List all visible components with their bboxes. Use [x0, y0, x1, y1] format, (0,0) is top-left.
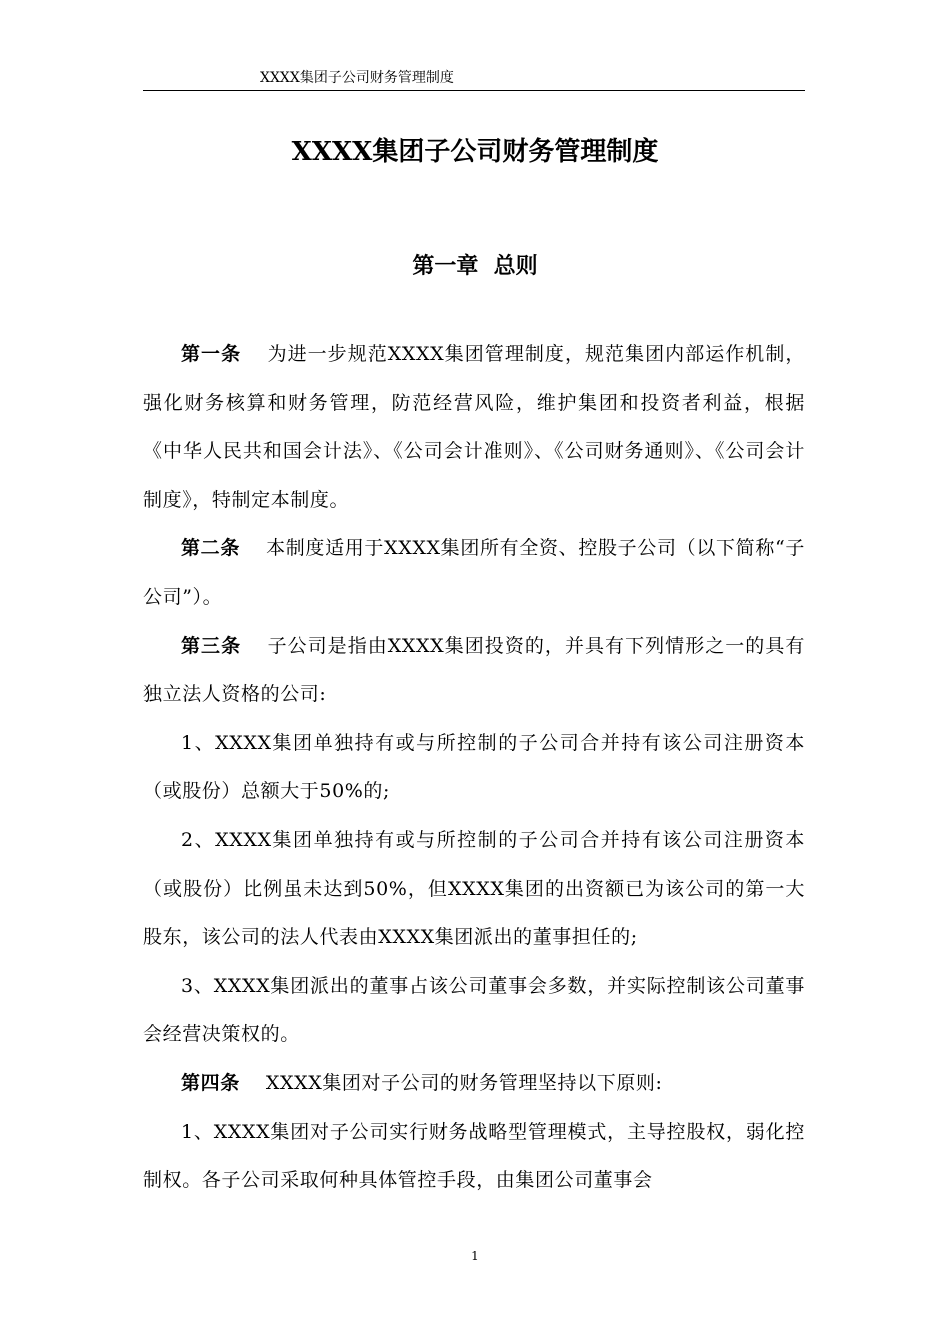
article-text: 本制度适用于XXXX集团所有全资、控股子公司（以下简称“子公司”）。 [143, 537, 805, 608]
article-text: XXXX集团对子公司的财务管理坚持以下原则: [265, 1071, 663, 1094]
page-number: 1 [471, 1249, 479, 1263]
page-header [143, 60, 805, 91]
article-text: 为进一步规范XXXX集团管理制度，规范集团内部运作机制，强化财务核算和财务管理，防范经营风险，维护集团和投资者利益，根据《中华人民共和国会计法》、《公司会计准则》、《公司财务通则》、《公司会计制度》，特制定本制度。 [143, 343, 805, 511]
list-item: 1、XXXX集团对子公司实行财务战略型管理模式，主导控股权，弱化控制权。各子公司采取何种具体管控手段，由集团公司董事会 [143, 1120, 805, 1192]
article-text: 子公司是指由XXXX集团投资的，并具有下列情形之一的具有独立法人资格的公司: [143, 634, 805, 706]
article-3 [143, 622, 805, 719]
article-1 [143, 330, 805, 524]
article-4 [143, 1059, 805, 1108]
list-item: 3、XXXX集团派出的董事占该公司董事会多数，并实际控制该公司董事会经营决策权的。 [143, 974, 805, 1046]
article-label: 第二条 [181, 537, 241, 560]
running-title: XXXX集团子公司财务管理制度 [260, 70, 454, 86]
article-2 [143, 524, 805, 621]
article-label: 第四条 [181, 1071, 240, 1094]
document-title: XXXX集团子公司财务管理制度 [291, 137, 659, 167]
article-label: 第一条 [181, 343, 242, 365]
article-label: 第三条 [181, 634, 242, 657]
chapter-title: 第一章 总则 [412, 253, 538, 279]
document-body [143, 330, 805, 1205]
list-item: 2、XXXX集团单独持有或与所控制的子公司合并持有该公司注册资本（或股份）比例虽未达到50%，但XXXX集团的出资额已为该公司的第一大股东，该公司的法人代表由XXXX集团派出的董事担任的; [143, 828, 805, 949]
list-item: 1、XXXX集团单独持有或与所控制的子公司合并持有该公司注册资本（或股份）总额大于50%的; [143, 731, 805, 803]
